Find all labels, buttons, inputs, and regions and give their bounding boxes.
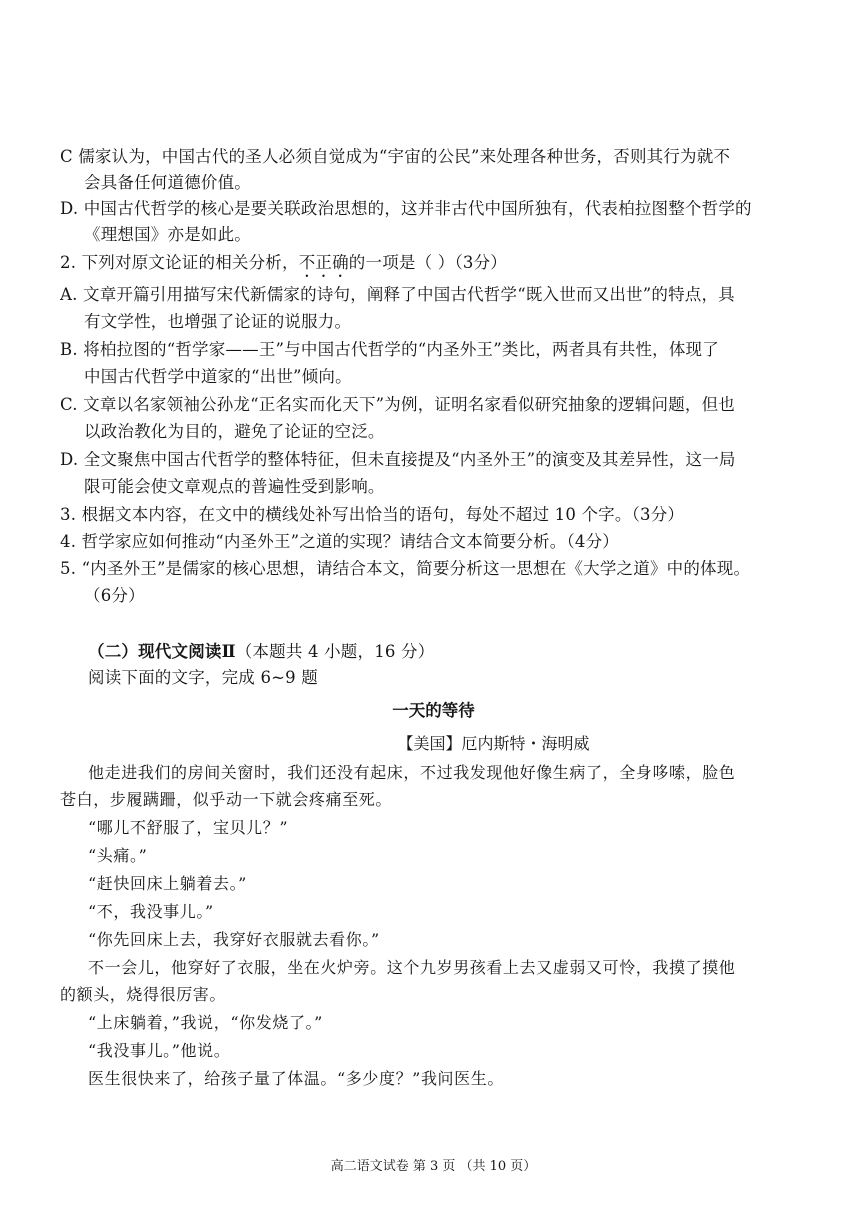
- section2-heading: [88, 641, 434, 663]
- story-dialogue-2: “头痛。”: [88, 846, 148, 865]
- q1-option-c-line2: 会具备任何道德价值。: [84, 173, 251, 192]
- q1-option-c-line1: C 儒家认为，中国古代的圣人必须自觉成为“宇宙的公民”来处理各种世务，否则其行为就不: [60, 147, 731, 166]
- q5-stem-line1: 5. “内圣外王”是儒家的核心思想，请结合本文，简要分析这一思想在《大学之道》中的体现。: [60, 559, 751, 578]
- q2-option-d-line2: 限可能会使文章观点的普遍性受到影响。: [84, 477, 385, 496]
- page-footer: 高二语文试卷 第 3 页 （共 10 页）: [330, 1159, 537, 1174]
- q2-stem: [60, 252, 507, 281]
- story-dialogue-1: “哪儿不舒服了，宝贝儿？”: [88, 818, 289, 837]
- story-dialogue-6: “上床躺着，”我说，“你发烧了。”: [88, 1013, 323, 1032]
- q2-option-c-line1: C. 文章以名家领袖公孙龙“正名实而化天下”为例，证明名家看似研究抽象的逻辑问题，但也: [60, 395, 735, 414]
- story-paragraph-1-line1: 他走进我们的房间关窗时，我们还没有起床，不过我发现他好像生病了，全身哆嗦，脸色: [88, 763, 736, 782]
- story-dialogue-4: “不，我没事儿。”: [88, 902, 214, 921]
- story-paragraph-2-line1: 不一会儿，他穿好了衣服，坐在火炉旁。这个九岁男孩看上去又虚弱又可怜，我摸了摸他: [88, 958, 736, 977]
- q3-stem: 3. 根据文本内容，在文中的横线处补写出恰当的语句，每处不超过 10 个字。（3分）: [60, 505, 685, 524]
- q2-stem-prefix: 2. 下列对原文论证的相关分析，: [60, 253, 299, 272]
- section2-instruction: 阅读下面的文字，完成 6~9 题: [88, 668, 319, 687]
- story-paragraph-2-line2: 的额头，烧得很厉害。: [60, 985, 227, 1004]
- q2-option-c-line2: 以政治教化为目的，避免了论证的空泛。: [84, 422, 385, 441]
- q4-stem: 4. 哲学家应如何推动“内圣外王”之道的实现？请结合文本简要分析。（4分）: [60, 532, 620, 551]
- q1-option-d-line2: 《理想国》亦是如此。: [84, 225, 251, 244]
- section2-heading-note: （本题共 4 小题，16 分）: [235, 642, 435, 661]
- q1-option-d-line1: D. 中国古代哲学的核心是要关联政治思想的，这并非古代中国所独有，代表柏拉图整个哲学的: [60, 199, 752, 218]
- q5-stem-line2: （6分）: [84, 586, 145, 605]
- q2-option-a-line2: 有文学性，也增强了论证的说服力。: [84, 312, 352, 331]
- q2-option-b-line1: B. 将柏拉图的“哲学家——王”与中国古代哲学的“内圣外王”类比，两者具有共性，体现了: [60, 340, 719, 359]
- q2-option-d-line1: D. 全文聚焦中国古代哲学的整体特征，但未直接提及“内圣外王”的演变及其差异性，这一局: [60, 450, 736, 469]
- story-dialogue-5: “你先回床上去，我穿好衣服就去看你。”: [88, 930, 380, 949]
- section2-heading-title: （二）现代文阅读Ⅱ: [88, 642, 236, 661]
- q2-option-b-line2: 中国古代哲学中道家的“出世”倾向。: [84, 367, 352, 386]
- q2-stem-emphasis: 不正确: [298, 253, 349, 272]
- story-paragraph-1-line2: 苍白，步履蹒跚，似乎动一下就会疼痛至死。: [60, 790, 393, 809]
- story-paragraph-3: 医生很快来了，给孩子量了体温。“多少度？”我问医生。: [88, 1069, 504, 1088]
- story-dialogue-7: “我没事儿。”他说。: [88, 1041, 231, 1060]
- q2-stem-suffix: 的一项是（ ）（3分）: [348, 253, 507, 272]
- story-dialogue-3: “赶快回床上躺着去。”: [88, 874, 247, 893]
- story-author: 【美国】厄内斯特・海明威: [397, 734, 590, 753]
- story-title: 一天的等待: [392, 701, 475, 720]
- q2-option-a-line1: A. 文章开篇引用描写宋代新儒家的诗句，阐释了中国古代哲学“既入世而又出世”的特点，具: [60, 285, 735, 304]
